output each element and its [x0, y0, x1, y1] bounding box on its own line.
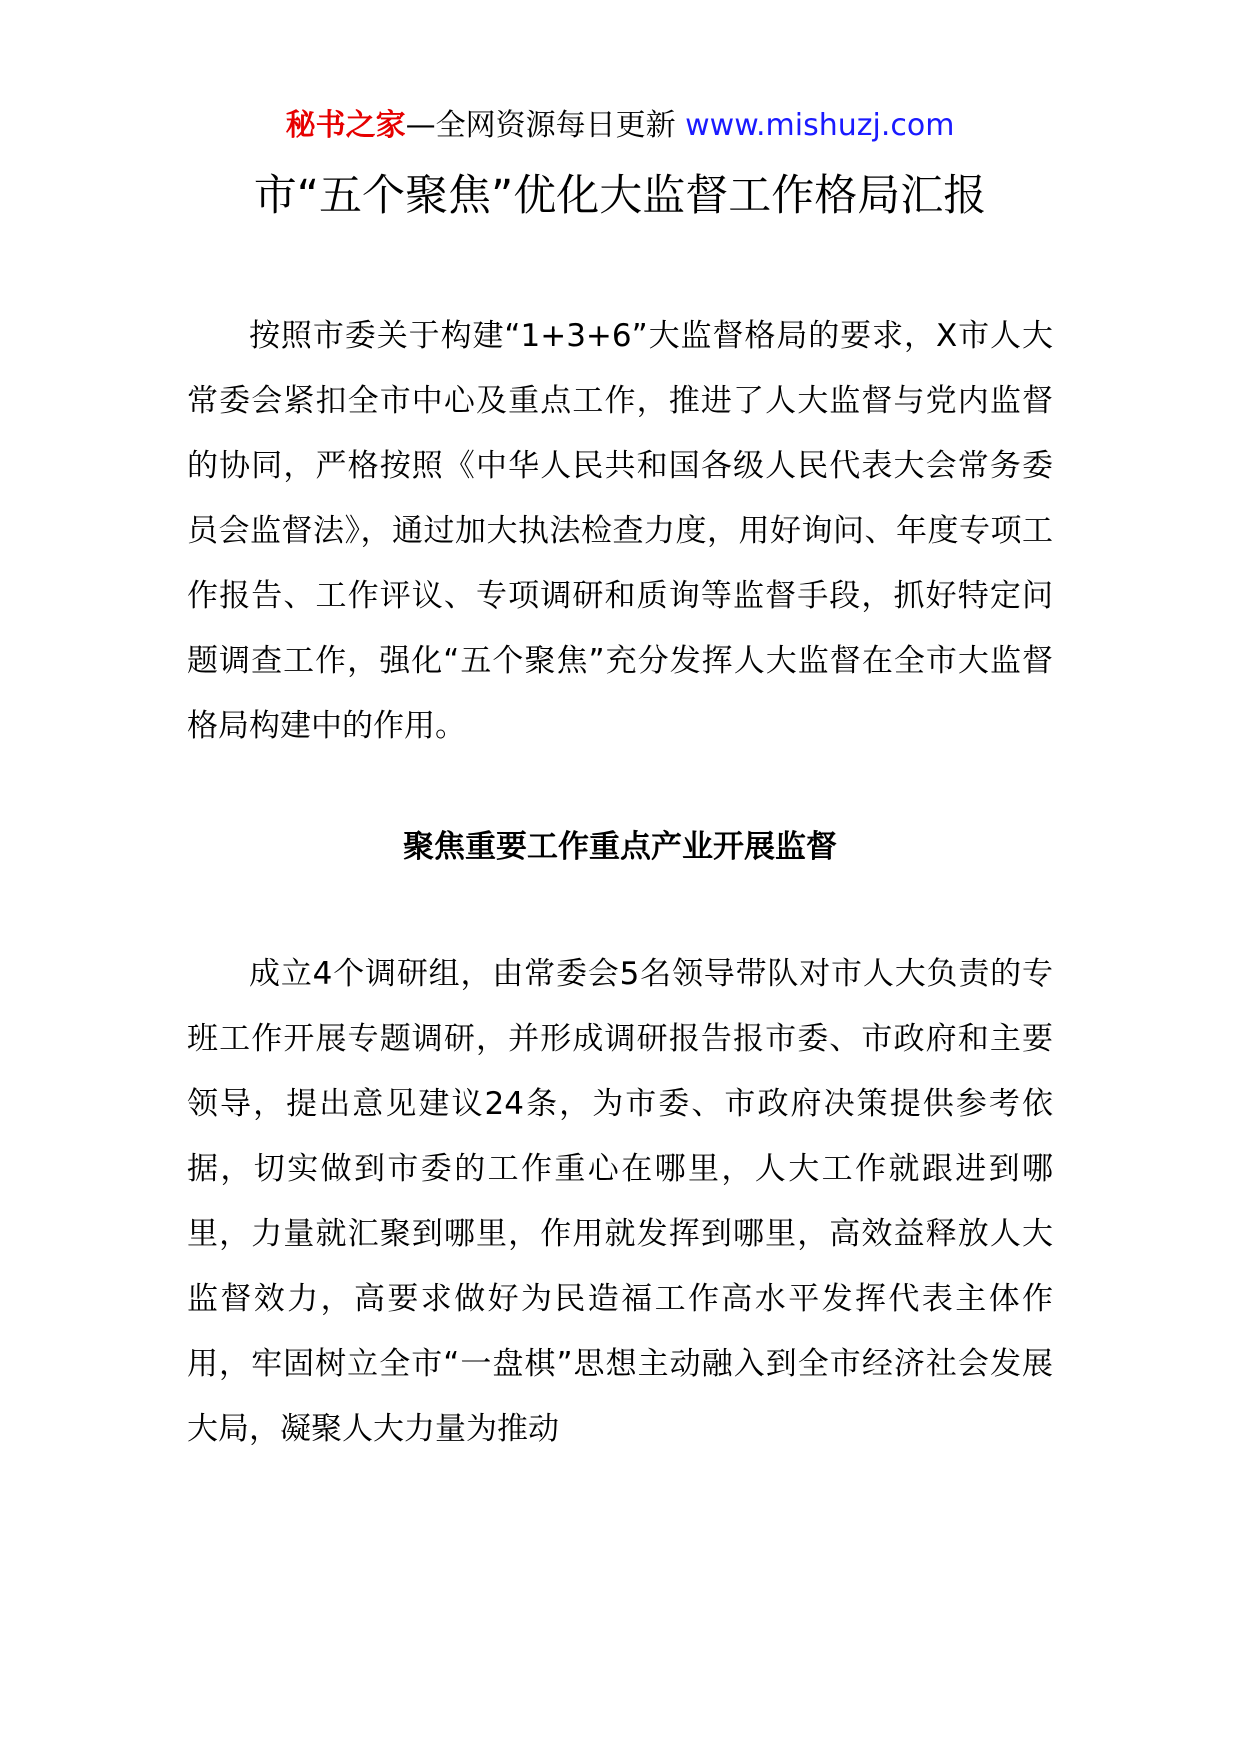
section-body: [187, 942, 1053, 1462]
section-heading: 聚焦重要工作重点产业开展监督: [403, 829, 837, 865]
site-tagline: —全网资源每日更新: [405, 108, 686, 143]
body-paragraph: 按照市委关于构建“1+3+6”大监督格局的要求，X市人大常委会紧扣全市中心及重点工作，推进了人大监督与党内监督的协同，严格按照《中华人民共和国各级人民代表大会常务委员会监督法》，通过加大执法检查力度，用好询问、年度专项工作报告、工作评议、专项调研和质询等监督手段，抓好特定问题调查工作，强化“五个聚焦”充分发挥人大监督在全市大监督格局构建中的作用。: [187, 318, 1053, 744]
intro-section: [187, 304, 1053, 759]
body-paragraph: 成立4个调研组，由常委会5名领导带队对市人大负责的专班工作开展专题调研，并形成调研报告报市委、市政府和主要领导，提出意见建议24条，为市委、市政府决策提供参考依据，切实做到市委的工作重心在哪里，人大工作就跟进到哪里，力量就汇聚到哪里，作用就发挥到哪里，高效益释放人大监督效力，高要求做好为民造福工作高水平发挥代表主体作用，牢固树立全市“一盘棋”思想主动融入到全市经济社会发展大局，凝聚人大力量为推动: [187, 956, 1053, 1447]
site-header: [0, 104, 1240, 148]
document-title: 市“五个聚焦”优化大监督工作格局汇报: [253, 171, 987, 221]
site-brand: 秘书之家: [285, 108, 406, 143]
site-url-link[interactable]: www.mishuzj.com: [685, 108, 955, 143]
